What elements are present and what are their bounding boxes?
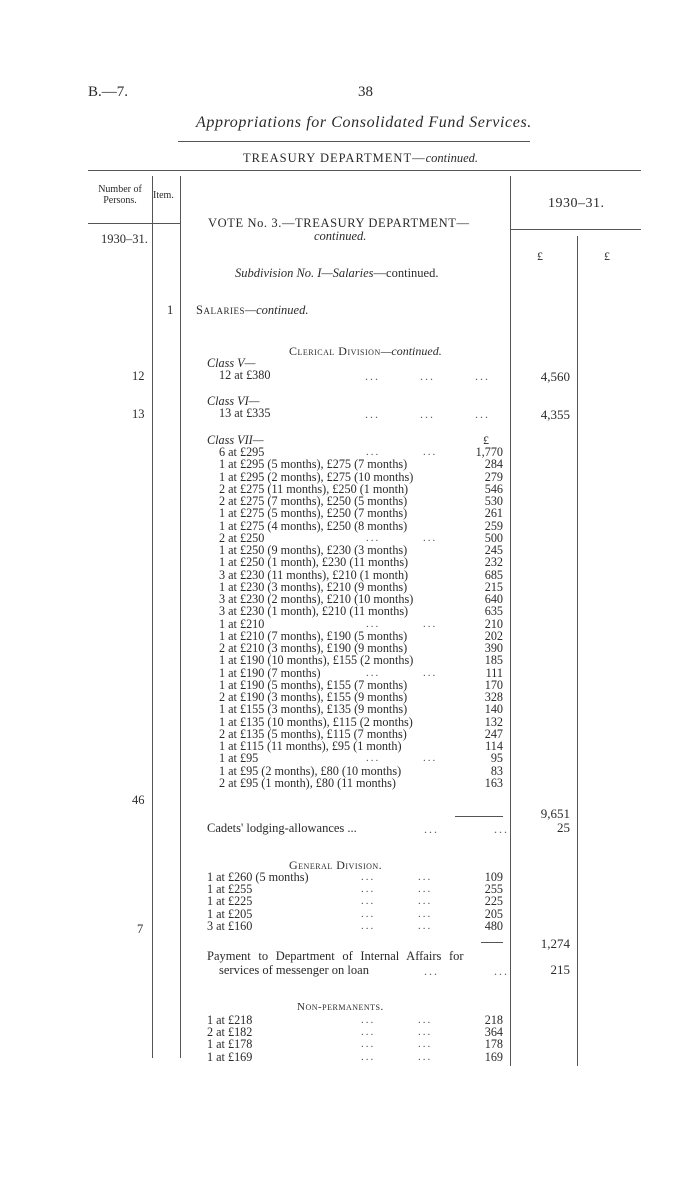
clerical-continued: —continued.: [380, 344, 442, 358]
nonperm-heading: Non-permanents.: [297, 1001, 384, 1013]
general-row-text: 1 at £225: [207, 894, 253, 909]
class-vii-row-text: 3 at £230 (11 months), £210 (1 month): [219, 567, 409, 582]
class-v-leader: ... ... ...: [365, 369, 490, 383]
salaries-label: Salaries: [196, 303, 245, 317]
class-vii-row-amount: 114: [485, 739, 503, 753]
class-vii-row-amount: 132: [484, 714, 503, 729]
class-vii-row-leader: ... ...: [366, 666, 438, 679]
general-row-amount: 255: [484, 882, 503, 897]
subdivision-continued: —continued.: [373, 266, 439, 280]
class-v-line: 12 at £380: [219, 368, 271, 382]
department-name: TREASURY DEPARTMENT—: [243, 151, 426, 165]
nonperm-row-leader: ... ...: [361, 1014, 433, 1026]
class-vii-row-amount: 279: [484, 469, 503, 484]
amount-inner-divider: [577, 236, 578, 1066]
general-total: 1,274: [540, 936, 570, 951]
nonperm-row-leader: ... ...: [361, 1038, 433, 1051]
vote-heading: VOTE No. 3.—TREASURY DEPARTMENT—: [208, 216, 470, 230]
amount-column-divider: [510, 176, 511, 1066]
class-vii-row-text: 1 at £250 (9 months), £230 (3 months): [219, 543, 408, 557]
general-row-text: 1 at £255: [207, 882, 253, 897]
class-vii-row-amount: 328: [484, 690, 503, 704]
class-v-persons: 12: [132, 369, 145, 383]
class-vii-row-text: 1 at £115 (11 months), £95 (1 month): [219, 739, 402, 753]
general-row-leader: ... ...: [361, 883, 433, 896]
department-heading: [243, 151, 478, 166]
class-vii-row-text: 1 at £250 (1 month), £230 (11 months): [219, 555, 409, 570]
persons-head-rule: [88, 223, 180, 224]
class-vii-row-amount: 640: [484, 592, 503, 606]
class-vi-amount: 4,355: [540, 407, 570, 422]
class-vii-row-text: 3 at £230 (1 month), £210 (11 months): [219, 604, 409, 619]
clerical-heading: [289, 344, 442, 359]
class-vii-row-text: 1 at £210: [219, 616, 265, 631]
subdivision-label: Subdivision No. I—Salaries: [235, 266, 374, 280]
class-vii-row-amount: 546: [484, 481, 503, 496]
payment-line-2: services of messenger on loan: [219, 963, 369, 977]
general-subtotal-rule: [481, 942, 503, 943]
cadets-allowances: Cadets' lodging-allowances ...: [207, 821, 357, 835]
class-vii-row-amount: 1,770: [475, 445, 503, 459]
salaries-continued: —continued.: [244, 303, 309, 317]
class-vii-row-text: 1 at £95: [219, 751, 259, 766]
class-vii-row-text: 1 at £190 (10 months), £155 (2 months): [219, 653, 414, 668]
class-vii-row-text: 1 at £230 (3 months), £210 (9 months): [219, 579, 408, 594]
pound-sign-right: £: [604, 249, 610, 263]
class-vii-row-text: 1 at £275 (4 months), £250 (8 months): [219, 518, 408, 533]
class-vii-row-text: 1 at £135 (10 months), £115 (2 months): [219, 714, 413, 729]
nonperm-row-text: 1 at £178: [207, 1037, 253, 1052]
cadets-leader: ... ...: [424, 822, 509, 836]
class-vii-row-text: 1 at £275 (5 months), £250 (7 months): [219, 506, 408, 521]
class-vii-row-text: 1 at £95 (2 months), £80 (10 months): [219, 763, 402, 778]
class-vi-persons: 13: [132, 407, 145, 421]
class-vii-row-amount: 215: [484, 579, 503, 594]
class-vi-line: 13 at £335: [219, 406, 271, 420]
nonperm-row-leader: ... ...: [361, 1026, 433, 1039]
persons-year: 1930–31.: [101, 232, 148, 246]
class-vii-row-text: 2 at £135 (5 months), £115 (7 months): [219, 726, 407, 741]
class-vii-row-amount: 232: [484, 555, 503, 570]
vote-continued: continued.: [314, 229, 367, 243]
page-title: Appropriations for Consolidated Fund Services.: [196, 114, 532, 131]
general-row-leader: ... ...: [361, 907, 433, 920]
class-vii-row-amount: 140: [484, 702, 503, 717]
header-rule: [178, 141, 530, 142]
class-vii-row-text: 2 at £275 (7 months), £250 (5 months): [219, 494, 408, 508]
class-vii-subtotal-rule: [455, 816, 503, 817]
class-vii-row-text: 3 at £230 (2 months), £210 (10 months): [219, 592, 414, 606]
nonperm-row-text: 1 at £218: [207, 1013, 253, 1027]
class-vii-row-amount: 635: [484, 604, 503, 619]
class-vii-row-text: 2 at £210 (3 months), £190 (9 months): [219, 641, 408, 655]
general-persons: 7: [137, 922, 144, 936]
class-vii-row-text: 2 at £95 (1 month), £80 (11 months): [219, 775, 396, 790]
general-row-text: 3 at £160: [207, 918, 253, 933]
nonperm-row-amount: 218: [484, 1013, 503, 1027]
item-column-divider: [180, 176, 181, 1058]
nonperm-row-leader: ... ...: [361, 1050, 433, 1063]
class-vii-row-amount: 210: [484, 616, 503, 631]
class-vii-row-amount: 685: [484, 567, 503, 582]
class-vii-row-amount: 390: [484, 641, 503, 655]
pound-sign-left: £: [537, 249, 543, 263]
class-vii-row-leader: ... ...: [366, 531, 438, 544]
nonperm-row-text: 2 at £182: [207, 1025, 253, 1040]
item-column-header: Item.: [153, 190, 174, 201]
class-vii-row-amount: 111: [485, 665, 503, 680]
class-vii-row-amount: 245: [484, 543, 503, 557]
class-vii-row-amount: 500: [484, 530, 503, 545]
clerical-label: Clerical Division: [289, 344, 381, 358]
general-row-leader: ... ...: [361, 895, 433, 908]
class-vii-row-amount: 163: [484, 775, 503, 790]
salaries-heading: [196, 303, 309, 318]
class-vii-row-text: 1 at £190 (5 months), £155 (7 months): [219, 677, 408, 692]
class-vii-row-text: 1 at £210 (7 months), £190 (5 months): [219, 628, 408, 643]
class-vii-row-amount: 247: [484, 726, 503, 741]
general-row-amount: 109: [484, 870, 503, 884]
general-row-leader: ... ...: [361, 919, 433, 932]
payment-line-1: Payment to Department of Internal Affairs for: [207, 949, 464, 963]
class-vii-row-amount: 95: [490, 751, 503, 766]
class-vii-row-leader: ... ...: [366, 446, 438, 458]
nonperm-row-text: 1 at £169: [207, 1049, 253, 1064]
class-vi-label: Class VI—: [207, 394, 260, 408]
general-heading: General Division.: [289, 858, 383, 872]
amount-head-rule: [510, 229, 641, 230]
class-vii-label: Class VII—: [207, 433, 264, 447]
nonperm-row-amount: 178: [484, 1037, 503, 1052]
class-v-amount: 4,560: [540, 369, 570, 384]
amount-year: 1930–31.: [548, 196, 605, 211]
page-number: 38: [358, 84, 373, 100]
class-vii-row-leader: ... ...: [366, 617, 438, 630]
general-row-text: 1 at £205: [207, 906, 253, 921]
class-vii-row-amount: 83: [490, 763, 503, 778]
class-vii-row-amount: 170: [484, 677, 503, 692]
class-vii-row-text: 1 at £295 (5 months), £275 (7 months): [219, 457, 408, 472]
persons-column-header: Number of Persons.: [98, 184, 142, 206]
persons-item-divider: [152, 176, 153, 1058]
class-vii-row-amount: 185: [484, 653, 503, 668]
class-vii-row-text: 2 at £275 (11 months), £250 (1 month): [219, 481, 409, 496]
nonperm-row-amount: 169: [484, 1049, 503, 1064]
class-vii-row-text: 1 at £295 (2 months), £275 (10 months): [219, 469, 414, 484]
class-vi-leader: ... ... ...: [365, 407, 490, 421]
general-row-amount: 225: [484, 894, 503, 909]
cadets-amount: 25: [557, 820, 570, 835]
page-reference: B.—7.: [88, 84, 129, 100]
class-vii-row-text: 2 at £190 (3 months), £155 (9 months): [219, 690, 408, 704]
class-vii-row-amount: 259: [484, 518, 503, 533]
class-vii-total: 9,651: [540, 806, 570, 821]
class-vii-pound: £: [483, 433, 489, 447]
table-top-rule: [88, 170, 641, 171]
class-vii-row-text: 2 at £250: [219, 530, 265, 545]
general-row-amount: 480: [484, 918, 503, 933]
class-vii-row-leader: ... ...: [366, 752, 438, 765]
nonperm-row-amount: 364: [484, 1025, 503, 1040]
item-number: 1: [167, 303, 174, 317]
class-vii-row-amount: 530: [484, 494, 503, 508]
general-row-leader: ... ...: [361, 871, 433, 883]
class-vii-persons: 46: [132, 793, 145, 807]
department-continued: continued.: [425, 151, 479, 165]
class-vii-row-text: 1 at £190 (7 months): [219, 665, 321, 680]
general-row-amount: 205: [484, 906, 503, 921]
subdivision-heading: [235, 266, 438, 281]
payment-amount: 215: [550, 962, 570, 977]
class-vii-row-amount: 284: [484, 457, 503, 472]
class-vii-row-amount: 202: [484, 628, 503, 643]
class-vii-row-text: 1 at £155 (3 months), £135 (9 months): [219, 702, 408, 717]
class-vii-row-amount: 261: [484, 506, 503, 521]
general-row-text: 1 at £260 (5 months): [207, 870, 309, 884]
payment-leader: ... ...: [424, 964, 509, 978]
class-vii-row-text: 6 at £295: [219, 445, 265, 459]
class-v-label: Class V—: [207, 356, 256, 370]
